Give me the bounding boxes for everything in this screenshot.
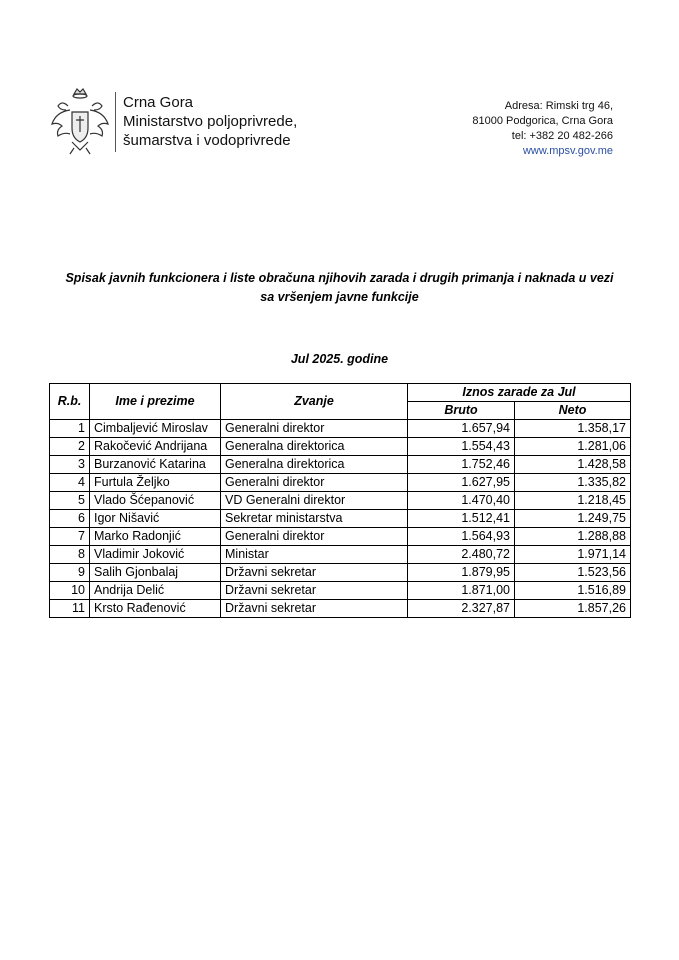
document-title — [40, 269, 639, 307]
header-divider — [115, 92, 116, 152]
ministry-name-line1: Ministarstvo poljoprivrede, — [123, 113, 298, 130]
row-title: Državni sekretar — [221, 582, 408, 600]
address-line1: Adresa: Rimski trg 46, — [504, 100, 613, 112]
row-title: Generalna direktorica — [221, 456, 408, 474]
row-number: 7 — [50, 528, 90, 546]
row-neto: 1.523,56 — [515, 564, 631, 582]
row-neto: 1.971,14 — [515, 546, 631, 564]
organization-block — [123, 93, 297, 150]
coat-of-arms-emblem — [48, 86, 112, 158]
row-title: Državni sekretar — [221, 600, 408, 618]
row-name: Cimbaljević Miroslav — [90, 420, 221, 438]
row-name: Vlado Šćepanović — [90, 492, 221, 510]
row-name: Andrija Delić — [90, 582, 221, 600]
table-row — [50, 510, 631, 528]
row-number: 8 — [50, 546, 90, 564]
row-name: Krsto Rađenović — [90, 600, 221, 618]
row-bruto: 1.554,43 — [408, 438, 515, 456]
row-title: VD Generalni direktor — [221, 492, 408, 510]
table-row — [50, 528, 631, 546]
row-bruto: 2.327,87 — [408, 600, 515, 618]
row-neto: 1.516,89 — [515, 582, 631, 600]
row-title: Generalni direktor — [221, 474, 408, 492]
table-row — [50, 564, 631, 582]
table-row — [50, 492, 631, 510]
row-name: Vladimir Joković — [90, 546, 221, 564]
address-line2: 81000 Podgorica, Crna Gora — [472, 115, 613, 127]
row-number: 11 — [50, 600, 90, 618]
row-title: Generalni direktor — [221, 528, 408, 546]
header-name: Ime i prezime — [90, 384, 221, 420]
table-row — [50, 438, 631, 456]
row-number: 10 — [50, 582, 90, 600]
row-bruto: 1.627,95 — [408, 474, 515, 492]
row-title: Generalni direktor — [221, 420, 408, 438]
row-neto: 1.428,58 — [515, 456, 631, 474]
row-neto: 1.857,26 — [515, 600, 631, 618]
row-neto: 1.335,82 — [515, 474, 631, 492]
row-title: Sekretar ministarstva — [221, 510, 408, 528]
row-neto: 1.358,17 — [515, 420, 631, 438]
row-name: Rakočević Andrijana — [90, 438, 221, 456]
row-bruto: 1.564,93 — [408, 528, 515, 546]
document-title-line2: sa vršenjem javne funkcije — [260, 290, 419, 304]
contact-block — [472, 99, 613, 159]
row-number: 3 — [50, 456, 90, 474]
row-bruto: 1.657,94 — [408, 420, 515, 438]
table-row — [50, 582, 631, 600]
header-neto: Neto — [515, 402, 631, 420]
row-bruto: 2.480,72 — [408, 546, 515, 564]
row-bruto: 1.752,46 — [408, 456, 515, 474]
row-bruto: 1.879,95 — [408, 564, 515, 582]
table-row — [50, 600, 631, 618]
header-title: Zvanje — [221, 384, 408, 420]
row-neto: 1.218,45 — [515, 492, 631, 510]
row-bruto: 1.871,00 — [408, 582, 515, 600]
header-salary-group: Iznos zarade za Jul — [408, 384, 631, 402]
table-header-row — [50, 384, 631, 402]
ministry-name-line2: šumarstva i vodoprivrede — [123, 132, 291, 149]
header-bruto: Bruto — [408, 402, 515, 420]
country-name: Crna Gora — [123, 94, 194, 111]
period-label: Jul 2025. godine — [290, 352, 389, 366]
row-title: Državni sekretar — [221, 564, 408, 582]
document-title-line1: Spisak javnih funkcionera i liste obračuna njihovih zarada i drugih primanja i naknada u vezi — [65, 271, 614, 285]
salary-table — [49, 383, 631, 618]
row-title: Generalna direktorica — [221, 438, 408, 456]
table-row — [50, 456, 631, 474]
row-number: 6 — [50, 510, 90, 528]
row-name: Igor Nišavić — [90, 510, 221, 528]
row-number: 4 — [50, 474, 90, 492]
row-name: Furtula Željko — [90, 474, 221, 492]
header-rb: R.b. — [50, 384, 90, 420]
row-bruto: 1.470,40 — [408, 492, 515, 510]
row-name: Salih Gjonbalaj — [90, 564, 221, 582]
row-number: 2 — [50, 438, 90, 456]
table-row — [50, 420, 631, 438]
phone-number: tel: +382 20 482-266 — [511, 130, 613, 142]
row-neto: 1.288,88 — [515, 528, 631, 546]
row-number: 1 — [50, 420, 90, 438]
row-bruto: 1.512,41 — [408, 510, 515, 528]
website-link[interactable]: www.mpsv.gov.me — [522, 145, 613, 157]
row-name: Marko Radonjić — [90, 528, 221, 546]
row-neto: 1.249,75 — [515, 510, 631, 528]
row-neto: 1.281,06 — [515, 438, 631, 456]
row-number: 5 — [50, 492, 90, 510]
row-number: 9 — [50, 564, 90, 582]
table-row — [50, 474, 631, 492]
row-name: Burzanović Katarina — [90, 456, 221, 474]
row-title: Ministar — [221, 546, 408, 564]
table-row — [50, 546, 631, 564]
